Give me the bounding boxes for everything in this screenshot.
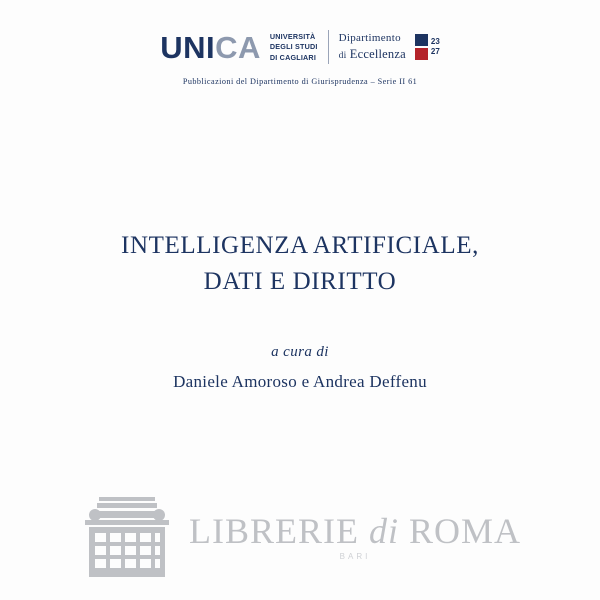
excellence-years [431, 37, 440, 57]
unica-logo-ca: CA [215, 29, 261, 65]
bookstore-icon [79, 491, 175, 583]
excellence-bar-navy [415, 34, 428, 46]
excellence-mark [415, 34, 440, 60]
department-line-2 [339, 46, 406, 63]
series-line: Pubblicazioni del Dipartimento di Giurisprudenza – Serie II 61 [182, 77, 418, 86]
excellence-year-start: 23 [430, 37, 440, 46]
book-title-line-2: DATI E DIRITTO [203, 268, 397, 296]
publisher-header [0, 30, 600, 86]
book-title [0, 228, 600, 301]
watermark-brand-last: ROMA [408, 511, 522, 551]
university-line-2: DEGLI STUDI [269, 42, 318, 52]
unica-logo [160, 29, 261, 65]
editors-names: Daniele Amoroso e Andrea Deffenu [173, 372, 427, 391]
logo-divider [328, 30, 329, 64]
watermark-text-group [189, 513, 521, 561]
watermark-brand-middle: di [368, 511, 399, 551]
department-line-1: Dipartimento [338, 32, 401, 45]
logo-row [160, 30, 440, 64]
editors-label: a cura di [271, 344, 329, 360]
department-label [339, 31, 406, 63]
department-line-2-prefix: di [338, 50, 347, 61]
watermark-sub: BARI [339, 552, 371, 561]
excellence-bar-red [415, 48, 428, 60]
department-line-2-text: Eccellenza [349, 46, 406, 61]
watermark-brand [189, 513, 521, 549]
university-line-3: DI CAGLIARI [269, 52, 317, 62]
excellence-bars [415, 34, 428, 60]
excellence-year-end: 27 [430, 47, 440, 56]
watermark [0, 482, 600, 592]
unica-logo-uni: UNI [160, 29, 216, 65]
university-line-1: UNIVERSITÀ [269, 31, 316, 41]
university-name [270, 31, 318, 63]
watermark-brand-first: LIBRERIE [188, 511, 359, 551]
editors-block [0, 344, 600, 392]
book-title-line-1: INTELLIGENZA ARTIFICIALE, [121, 232, 479, 259]
